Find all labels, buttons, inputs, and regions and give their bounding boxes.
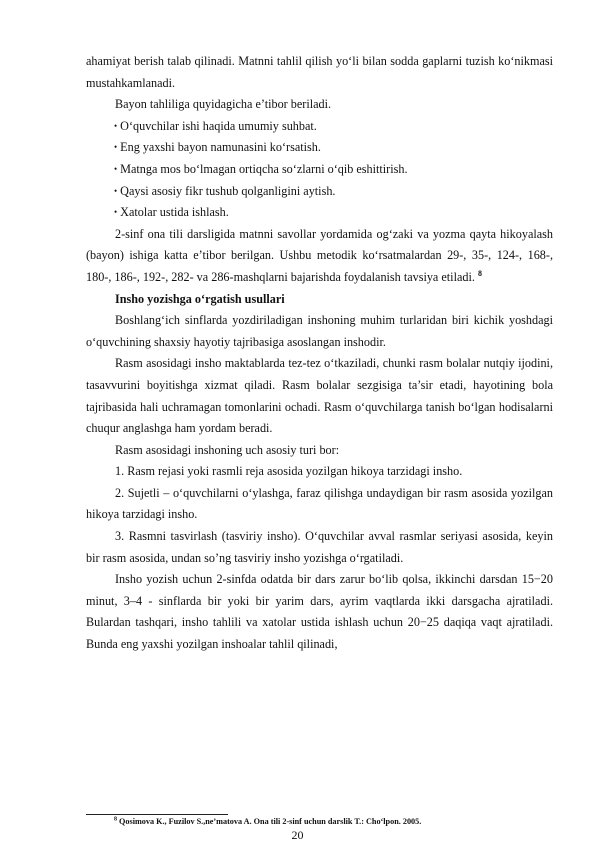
list-item-text: Matnga mos bo‘lmagan ortiqcha so‘zlarni o‘qib eshittirish. [120,161,408,176]
footnote-text: Qosimova K., Fuzilov S.,ne’matova A. Ona tili 2-sinf uchun darslik T.: Cho‘lpon. 2005. [117,817,422,826]
list-item-text: Xatolar ustida ishlash. [120,205,229,220]
list-item-text: Eng yaxshi bayon namunasini ko‘rsatish. [120,140,321,155]
footnote [114,817,421,826]
numbered-item: 3. Rasmni tasvirlash (tasviriy insho). O‘quvchilar avval rasmlar seriyasi asosida, keyin bir rasm asosida, undan so’ng tasviriy insho yozishga o‘rgatiladi. [86,529,553,565]
bullet-icon: • [114,185,118,196]
bullet-icon: • [114,163,118,174]
numbered-item: 2. Sujetli – o‘quvchilarni o‘ylashga, faraz qilishga undaydigan bir rasm asosida yozilgan hikoya tarzidagi insho. [86,485,553,522]
footnote-divider [86,814,228,815]
section-heading: Insho yozishga o‘rgatish usullari [115,291,285,306]
list-item [86,181,553,203]
numbered-item: 1. Rasm rejasi yoki rasmli reja asosida yozilgan hikoya tarzidagi insho. [115,464,463,479]
paragraph-methods [86,224,553,289]
list-item-text: Qaysi asosiy fikr tushub qolganligini aytish. [120,183,336,198]
list-item [86,202,553,224]
page-body [86,51,553,656]
page-number: 20 [291,828,304,842]
list-item [86,116,553,138]
footnote-number: 8 [114,816,117,823]
text-line: Bayon tahliliga quyidagicha e’tibor beriladi. [115,97,332,112]
paragraph: Rasm asosidagi insho maktablarda tez-tez o‘tkaziladi, chunki rasm bolalar nutqiy ijodini, tasavvurini boyitishga xizmat qiladi. Rasm bolalar sezgisiga ta’sir etadi, hayotining bola tajribasida hali uchramagan tomonlarini ochadi. Rasm o‘quvchilarga tanish bo‘lgan hodisalarni chuqur anglashga ham yordam beradi. [86,356,553,436]
list-item [86,159,553,181]
bullet-icon: • [114,120,118,131]
paragraph: Insho yozish uchun 2-sinfda odatda bir dars zarur bo‘lib qolsa, ikkinchi darsdan 15−20 minut, 3–4 - sinflarda bir yoki bir yarim dars, ayrim vaqtlarda ikki darsgacha ajratiladi. Bulardan tashqari, insho tahlili va xatolar ustida ishlash uchun 20−25 daqiqa vaqt ajratiladi. Bunda eng yaxshi yozilgan inshoalar tahlil qilinadi, [86,572,553,652]
paragraph: Boshlang‘ich sinflarda yozdiriladigan inshoning muhim turlaridan biri kichik yoshdagi o‘quvchining shaxsiy hayotiy tajribasiga asoslangan inshodir. [86,313,553,349]
footnote-reference[interactable]: 8 [477,268,482,278]
list-item-text: O‘quvchilar ishi haqida umumiy suhbat. [120,118,317,133]
bullet-icon: • [114,142,118,153]
text-line: ahamiyat berish talab qilinadi. Matnni tahlil qilish yo‘li bilan sodda gaplarni tuzish ko‘nikmasi mustahkamlanadi. [86,54,553,90]
list-item [86,137,553,159]
paragraph-text: 2-sinf ona tili darsligida matnni savollar yordamida og‘zaki va yozma qayta hikoyalash (bayon) ishiga katta e’tibor berilgan. Ushbu metodik ko‘rsatmalardan 29-, 35-, 124-, 168-, 180-, 186-, 192-, 282- va 286-mashqlarni bajarishda foydalanish tavsiya etiladi. [86,226,553,284]
paragraph: Rasm asosidagi inshoning uch asosiy turi bor: [115,442,340,457]
bullet-icon: • [114,207,118,218]
